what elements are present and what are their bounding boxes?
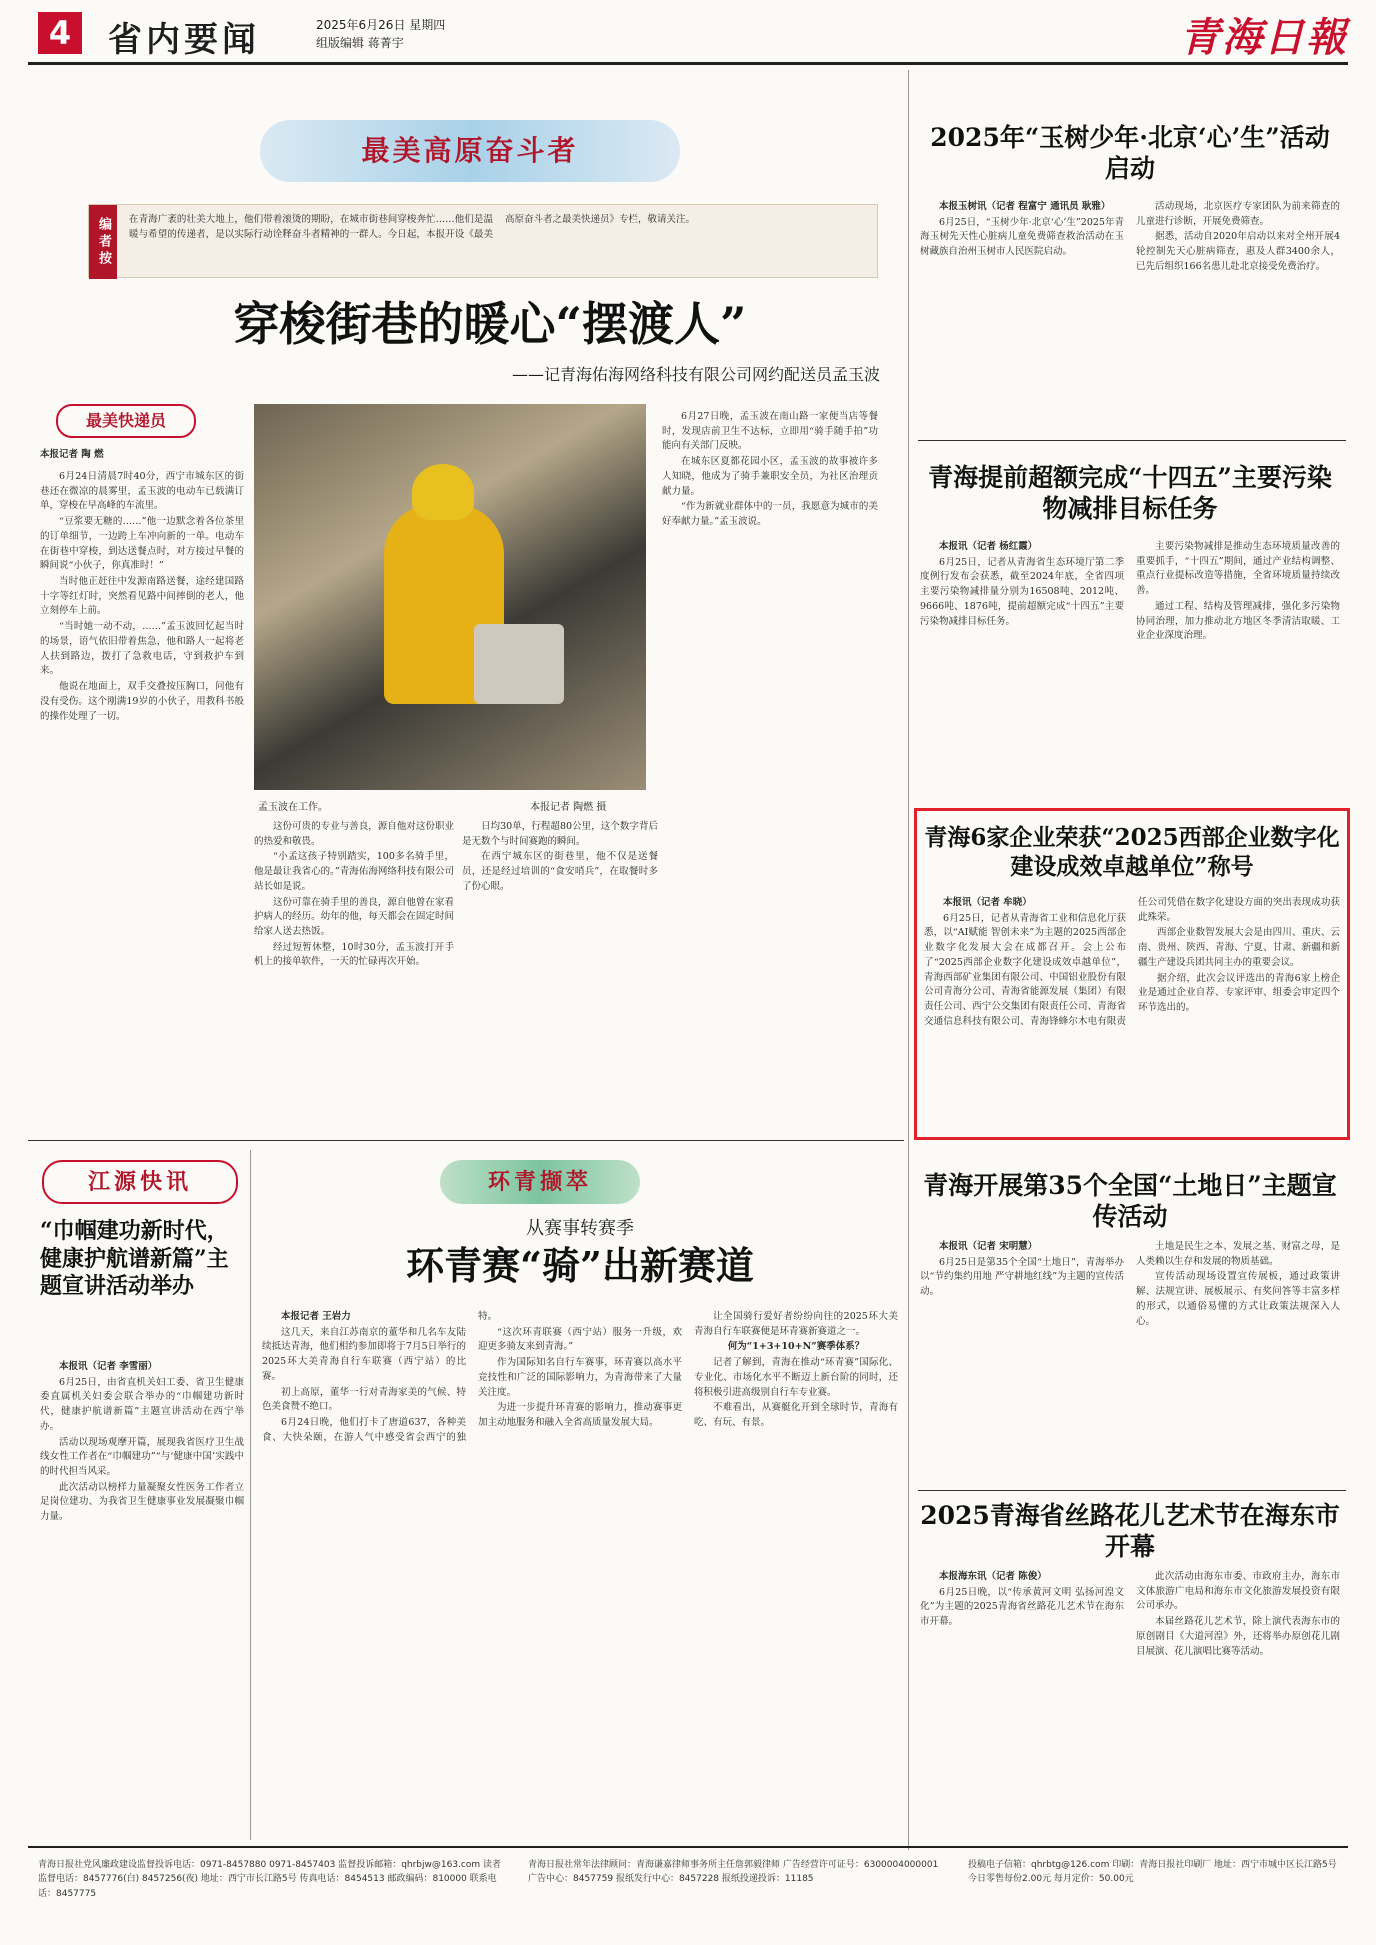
mid-bottom-subhead: 何为“1+3+10+N”赛季体系？ — [727, 1341, 865, 1353]
left-bottom-paragraph: 6月25日，由省直机关妇工委、省卫生健康委直属机关妇委会联合举办的“巾帼建功新时代，健康护航谱新篇”主题宣讲活动在西宁举办。 — [40, 1376, 244, 1432]
right-bottom2-byline: 本报海东讯（记者 陈俊） — [939, 1571, 1047, 1582]
mid-bottom-paragraph: 6月24日晚，他们打卡了唐道637，各种美食、大快朵颐，在游人气中感受省会西宁的独特。 — [262, 1311, 498, 1443]
mid-bottom-paragraph: 为进一步提升环青赛的影响力，推动赛事更加主动地服务和融入全省高质量发展大局。 — [478, 1402, 682, 1429]
left-bottom-divider — [250, 1150, 251, 1840]
section-title: 省内要闻 — [108, 20, 260, 60]
photo-credit: 本报记者 陶燃 摄 — [530, 802, 607, 813]
mid-bottom-paragraph: 让全国骑行爱好者纷纷向往的2025环大美青海自行车联赛便是环青赛新赛道之一。 — [694, 1311, 898, 1337]
footer-printing: 投稿电子信箱：qhrbtg@126.com 印刷：青海日报社印刷厂 地址：西宁市城中区长江路5号 今日零售每份2.00元 每月定价：50.00元 — [968, 1860, 1337, 1885]
mid-bottom-kicker: 从赛事转赛季 — [526, 1218, 634, 1239]
feature-body-right — [662, 410, 878, 1130]
delivery-bag — [474, 624, 564, 704]
mid-bottom-byline: 本报记者 王岩力 — [281, 1311, 351, 1322]
paper-logo: 青海日報 — [1180, 14, 1348, 61]
feature-paragraph: 这份可贵的专业与善良，源自他对这份职业的热爱和敬畏。 — [254, 821, 454, 847]
right-top-body — [920, 200, 1340, 430]
masthead — [0, 0, 1376, 62]
feature-paragraph: “作为新就业群体中的一员，我愿意为城市的美好奉献力量。”孟玉波说。 — [662, 501, 878, 528]
right-bottom1-body — [920, 1240, 1340, 1480]
feature-paragraph: 6月27日晚，孟玉波在南山路一家便当店等餐时，发现店前卫生不达标，立即用“骑手随手拍”功能向有关部门反映。 — [662, 411, 878, 452]
right-bottom1-byline: 本报讯（记者 宋明慧） — [939, 1241, 1038, 1252]
feature-paragraph: 这份可靠在骑手里的善良，源自他曾在家看护病人的经历。幼年的他，每天都会在固定时间给家人送去热饭。 — [254, 896, 454, 938]
feature-paragraph: 在城东区夏都花园小区，孟玉波的故事被许多人知晓，他成为了骑手兼职安全员，为社区治理贡献力量。 — [662, 456, 878, 497]
right-mid-paragraph: 通过工程、结构及管理减排，强化多污染物协同治理，加力推动北方地区冬季清洁取暖、工业企业深度治理。 — [1136, 600, 1340, 642]
right-top-paragraph: 据悉，活动自2020年启动以来对全州开展4轮控制先天心脏病筛查，惠及人群3400余人，已先后组织166名患儿赴北京接受免费治疗。 — [1136, 231, 1340, 272]
masthead-rule — [28, 62, 1348, 65]
right-mid-paragraph: 主要污染物减排是推动生态环境质量改善的重要抓手，“十四五”期间，通过产业结构调整、重点行业提标改造等措施，全省环境质量持续改善。 — [1136, 541, 1340, 597]
highlight-byline: 本报讯（记者 牟晓） — [943, 897, 1032, 908]
mid-bottom-paragraph: “这次环青联赛（西宁站）服务一升级，欢迎更多骑友来到青海。” — [478, 1326, 682, 1353]
mid-bottom-paragraph: 初上高原，董华一行对青海家美的气候、特色美食赞不绝口。 — [262, 1386, 466, 1413]
page-editors: 组版编辑 蒋菁宇 — [316, 36, 404, 50]
feature-paragraph: “当时她一动不动，……”孟玉波回忆起当时的场景，语气依旧带着焦急，他和路人一起将老人扶到路边，拨打了急救电话，守到救护车到来。 — [40, 621, 244, 677]
right-mid-paragraph: 6月25日，记者从青海省生态环境厅第二季度例行发布会获悉，截至2024年底，全省四项主要污染物减排量分别为16508吨、2012吨、9666吨、1876吨，提前超额完成“十四五”主要污染物减排目标任务。 — [920, 556, 1124, 627]
footer-legal: 青海日报社常年法律顾问：青海谦嘉律师事务所主任詹郭毅律师 广告经营许可证号：6300004000001 广告中心：8457759 报纸发行中心：8457228 报纸投递投诉：11185 — [528, 1860, 939, 1885]
feature-paragraph: 当时他正赶往中发源南路送餐，途经建国路十字等红灯时，突然看见路中间摔倒的老人，他立刻停车上前。 — [40, 576, 244, 617]
feature-title: 穿梭街巷的暖心“摆渡人” — [233, 297, 747, 351]
photo-caption: 孟玉波在工作。 — [258, 802, 328, 813]
highlight-paragraph: 据介绍，此次会议评选出的青海6家上榜企业是通过企业自荐、专家评审、组委会审定四个环节选出的。 — [1138, 972, 1340, 1014]
footer — [28, 1854, 1348, 1934]
right-mid-byline: 本报讯（记者 杨红霞） — [939, 541, 1038, 552]
feature-paragraph: 6月24日清晨7时40分，西宁市城东区的街巷还在微凉的晨雾里，孟玉波的电动车已载满订单，穿梭在早高峰的车流里。 — [40, 471, 244, 512]
page-number-box — [38, 12, 82, 54]
highlight-title: 青海6家企业荣获“2025西部企业数字化建设成效卓越单位”称号 — [924, 824, 1340, 880]
feature-banner-text: 最美高原奋斗者 — [361, 134, 579, 167]
right-top-title: 2025年“玉树少年·北京‘心’生”活动启动 — [930, 123, 1330, 184]
right-bottom1-paragraph: 宣传活动现场设置宣传展板，通过政策讲解、法规宣讲、展板展示、有奖问答等丰富多样的形式，以通俗易懂的方式让政策法规深入人心。 — [1136, 1271, 1340, 1327]
right-top-paragraph: 6月25日，“玉树少年·北京‘心’生”2025年青海玉树先天性心脏病儿童免费筛查救治活动在玉树藏族自治州玉树市人民医院启动。 — [920, 216, 1124, 258]
left-bottom-paragraph: 此次活动以榜样力量凝聚女性医务工作者立足岗位建功、为我省卫生健康事业发展凝聚巾帼力量。 — [40, 1481, 244, 1523]
feature-paragraph: 在西宁城东区的街巷里，他不仅是送餐员，还是经过培训的“食安哨兵”，在取餐时多了份心眼。 — [462, 851, 658, 892]
right-bottom2-paragraph: 6月25日晚，以“传承黄河文明 弘扬河湟文化”为主题的2025青海省丝路花儿艺术节在海东市开幕。 — [920, 1586, 1124, 1628]
highlight-paragraph: 西部企业数智发展大会是由四川、重庆、云南、贵州、陕西、青海、宁夏、甘肃、新疆和新疆生产建设兵团共同主办的重要会议。 — [1138, 927, 1340, 968]
left-bottom-paragraph: 活动以现场观摩开篇，展现我省医疗卫生战线女性工作者在“巾帼建功”“与‘健康中国’实践中的时代担当风采。 — [40, 1436, 244, 1478]
feature-byline: 本报记者 陶 燃 — [40, 449, 104, 460]
courier-helmet — [412, 464, 474, 520]
footer-rule — [28, 1846, 1348, 1848]
highlight-body — [924, 896, 1340, 1132]
feature-body-middle — [254, 820, 454, 1130]
left-bottom-body — [40, 1360, 244, 1830]
feature-column-tag: 最美快递员 — [56, 404, 196, 438]
feature-body-middle2 — [462, 820, 658, 1130]
column-divider — [908, 70, 909, 1850]
feature-paragraph: 他说在地面上，双手交叠按压胸口，问他有没有受伤。这个刚满19岁的小伙子，用教科书般的操作处理了一切。 — [40, 681, 244, 722]
feature-paragraph: “豆浆要无糖的……”他一边默念着各位茶里的订单细节，一边跨上车冲向新的一单。电动车在街巷中穿梭，到达送餐点时，对方接过早餐的瞬间说“小伙子，你真准时！” — [40, 516, 244, 572]
feature-photo — [254, 404, 646, 790]
right-mid-body — [920, 540, 1340, 800]
issue-date: 2025年6月26日 星期四 — [316, 18, 446, 32]
footer-supervision: 青海日报社党风廉政建设监督投诉电话：0971-8457880 0971-8457403 监督投诉邮箱：qhrbjw@163.com 读者监督电话：8457776(白) 8457256(夜) 地址：西宁市长江路5号 传真电话：8454513 邮政编码：810000 联系电话：8457775 — [38, 1860, 502, 1899]
mid-bottom-banner-text: 环青撷萃 — [487, 1169, 592, 1195]
right-bottom1-paragraph: 6月25日是第35个全国“土地日”，青海举办以“节约集约用地 严守耕地红线”为主题的宣传活动。 — [920, 1256, 1124, 1298]
right-bottom2-title: 2025青海省丝路花儿艺术节在海东市开幕 — [920, 1501, 1340, 1562]
editor-note-text: 在青海广袤的壮美大地上，他们带着滚烫的期盼，在城市街巷间穿梭奔忙……他们是温暖与希望的传递者，是以实际行动诠释奋斗者精神的一群人。今日起，本报开设《最美高原奋斗者之最美快递员》专栏，敬请关注。 — [129, 214, 696, 240]
feature-paragraph: 经过短暂休整，10时30分，孟玉波打开手机上的接单软件，一天的忙碌再次开始。 — [254, 941, 454, 968]
right-top-byline: 本报玉树讯（记者 程富宁 通讯员 耿雅） — [939, 201, 1111, 212]
mid-bottom-banner — [440, 1160, 640, 1204]
mid-bottom-paragraph: 记者了解到，青海在推动“环青赛”国际化、专业化、市场化水平不断迈上新台阶的同时，还将积极引进高级别自行车专业赛。 — [694, 1357, 898, 1398]
left-bottom-title: “巾帼建功新时代，健康护航谱新篇”主题宣讲活动举办 — [40, 1218, 229, 1299]
feature-paragraph: 日均30单，行程超80公里，这个数字背后是无数个与时间赛跑的瞬间。 — [462, 821, 658, 847]
mid-bottom-title: 环青赛“骑”出新赛道 — [406, 1243, 754, 1288]
right-top-paragraph: 活动现场，北京医疗专家团队为前来筛查的儿童进行诊断，开展免费筛查。 — [1136, 201, 1340, 227]
mid-bottom-body — [262, 1310, 898, 1830]
right-bottom2-paragraph: 本届丝路花儿艺术节，除上演代表海东市的原创剧目《大道河湟》外，还将举办原创花儿剧目展演、花儿演唱比赛等活动。 — [1136, 1616, 1340, 1657]
right-mid-title: 青海提前超额完成“十四五”主要污染物减排目标任务 — [928, 463, 1332, 524]
feature-body-left — [40, 470, 244, 1130]
feature-paragraph: “小孟这孩子特别踏实，100多名骑手里，他是最让我省心的。”青海佑海网络科技有限公司站长如是说。 — [254, 851, 454, 892]
left-bottom-byline: 本报讯（记者 李雪丽） — [59, 1361, 158, 1372]
feature-banner — [260, 120, 680, 182]
right-bottom1-paragraph: 土地是民生之本、发展之基、财富之母，是人类赖以生存和发展的物质基础。 — [1136, 1241, 1340, 1267]
right-bottom2-body — [920, 1570, 1340, 1830]
left-bottom-banner: 江源快讯 — [42, 1160, 238, 1204]
mid-bottom-paragraph: 不难看出，从赛艇化开到全球时节，青海有吃、有玩、有景。 — [694, 1402, 898, 1429]
page-number: 4 — [48, 14, 72, 52]
right-bottom2-paragraph: 此次活动由海东市委、市政府主办，海东市文体旅游广电局和海东市文化旅游发展投资有限公司承办。 — [1136, 1571, 1340, 1612]
right-bottom-rule — [918, 1490, 1346, 1491]
highlight-paragraph: 6月25日，记者从青海省工业和信息化厅获悉，以“AI赋能 智创未来”为主题的2025西部企业数字化发展大会在成都召开。会上公布了“2025西部企业数字化建设成效卓越单位”，青海西部矿业集团有限公司、中国铝业股份有限公司青海分公司、青海省能源发展（集团）有限责任公司、西宁公交集团有限责任公司、青海省交通信息科技有限公司、青海锋蜂尔木电有限责任公司凭借在数字化建设方面的突出表现成功获此殊荣。 — [924, 897, 1340, 1027]
mid-bottom-paragraph: 这几天，来自江苏南京的董华和几名车友陆续抵达青海，他们相约参加即将于7月5日举行的2025环大美青海自行车联赛（西宁站）的比赛。 — [262, 1326, 466, 1382]
mid-bottom-paragraph: 作为国际知名自行车赛事，环青赛以高水平竞技性和广泛的国际影响力，为青海带来了大量关注度。 — [478, 1357, 682, 1398]
editor-note — [88, 204, 878, 278]
right-bottom1-title: 青海开展第35个全国“土地日”主题宣传活动 — [923, 1171, 1337, 1232]
feature-bottom-rule — [28, 1140, 904, 1141]
editor-note-label: 编者按 — [89, 205, 117, 279]
right-top-rule — [918, 440, 1346, 441]
feature-subtitle: ——记青海佑海网络科技有限公司网约配送员孟玉波 — [511, 365, 880, 384]
